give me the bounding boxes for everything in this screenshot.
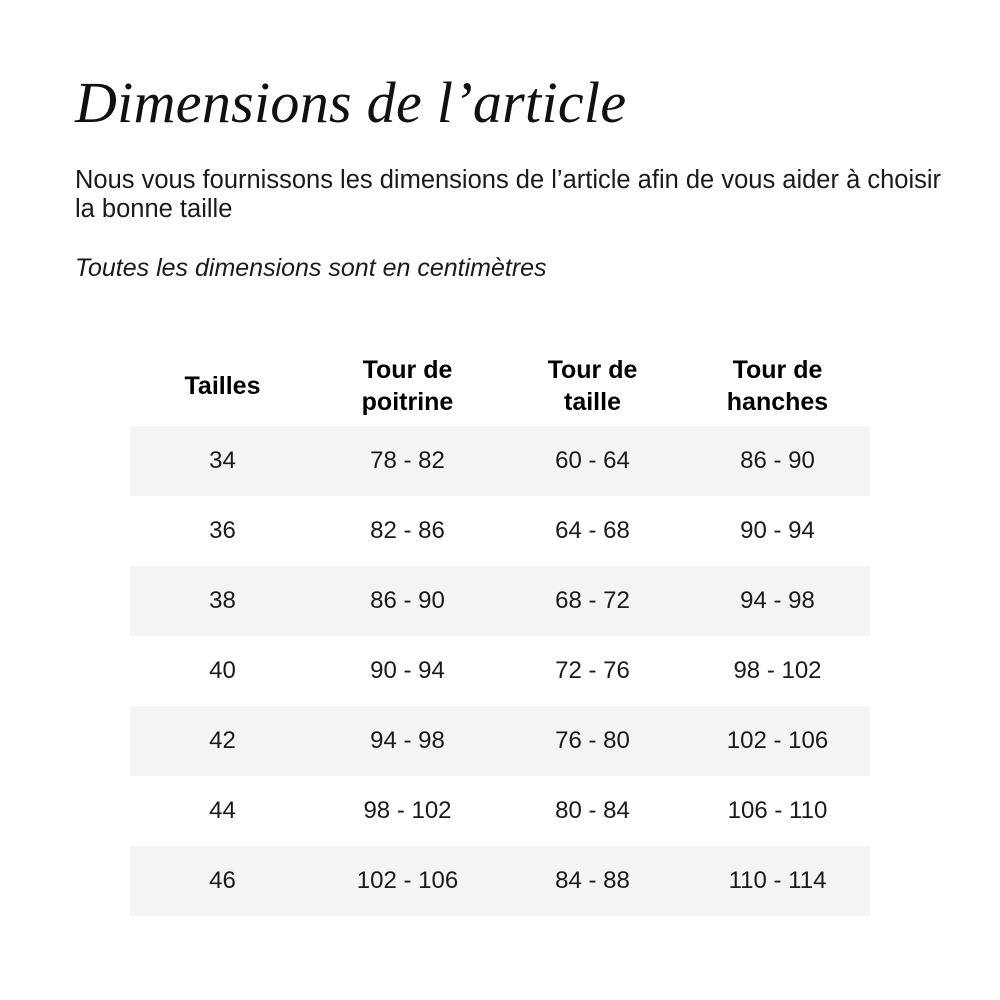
header-tailles-label: Tailles bbox=[184, 372, 261, 400]
header-taille-line1: Tour de bbox=[547, 356, 638, 384]
header-tour-de-poitrine bbox=[315, 346, 500, 426]
cell-taille: 38 bbox=[130, 566, 315, 636]
header-hanches-line1: Tour de bbox=[732, 356, 823, 384]
table-row bbox=[130, 706, 870, 776]
cell-poitrine: 78 - 82 bbox=[315, 426, 500, 496]
size-chart-body bbox=[130, 426, 870, 916]
table-row bbox=[130, 776, 870, 846]
cell-tour-de-taille: 80 - 84 bbox=[500, 776, 685, 846]
header-tour-de-taille bbox=[500, 346, 685, 426]
cell-tour-de-taille: 72 - 76 bbox=[500, 636, 685, 706]
header-row bbox=[130, 346, 870, 426]
cell-taille: 36 bbox=[130, 496, 315, 566]
cell-poitrine: 90 - 94 bbox=[315, 636, 500, 706]
size-chart-table bbox=[130, 346, 870, 916]
cell-poitrine: 86 - 90 bbox=[315, 566, 500, 636]
header-poitrine-line1: Tour de bbox=[362, 356, 453, 384]
cell-hanches: 98 - 102 bbox=[685, 636, 870, 706]
cell-hanches: 94 - 98 bbox=[685, 566, 870, 636]
cell-taille: 44 bbox=[130, 776, 315, 846]
cell-poitrine: 98 - 102 bbox=[315, 776, 500, 846]
table-row bbox=[130, 426, 870, 496]
cell-tour-de-taille: 64 - 68 bbox=[500, 496, 685, 566]
header-tour-de-hanches bbox=[685, 346, 870, 426]
intro-text: Nous vous fournissons les dimensions de l’article afin de vous aider à choisir la bonne taille bbox=[75, 166, 942, 223]
cell-poitrine: 82 - 86 bbox=[315, 496, 500, 566]
cell-hanches: 90 - 94 bbox=[685, 496, 870, 566]
table-row bbox=[130, 636, 870, 706]
page-title: Dimensions de l’article bbox=[75, 70, 627, 135]
header-tailles bbox=[130, 346, 315, 426]
table-row bbox=[130, 566, 870, 636]
header-taille-line2: taille bbox=[564, 388, 621, 416]
cell-taille: 42 bbox=[130, 706, 315, 776]
cell-hanches: 110 - 114 bbox=[685, 846, 870, 916]
header-poitrine-line2: poitrine bbox=[361, 388, 454, 416]
size-chart-header bbox=[130, 346, 870, 426]
cell-taille: 40 bbox=[130, 636, 315, 706]
cell-tour-de-taille: 76 - 80 bbox=[500, 706, 685, 776]
table-row bbox=[130, 846, 870, 916]
cell-tour-de-taille: 68 - 72 bbox=[500, 566, 685, 636]
cell-tour-de-taille: 84 - 88 bbox=[500, 846, 685, 916]
header-hanches-line2: hanches bbox=[726, 388, 829, 416]
units-note: Toutes les dimensions sont en centimètres bbox=[75, 254, 547, 282]
cell-poitrine: 102 - 106 bbox=[315, 846, 500, 916]
table-row bbox=[130, 496, 870, 566]
cell-poitrine: 94 - 98 bbox=[315, 706, 500, 776]
cell-taille: 46 bbox=[130, 846, 315, 916]
cell-taille: 34 bbox=[130, 426, 315, 496]
cell-tour-de-taille: 60 - 64 bbox=[500, 426, 685, 496]
cell-hanches: 102 - 106 bbox=[685, 706, 870, 776]
cell-hanches: 106 - 110 bbox=[685, 776, 870, 846]
cell-hanches: 86 - 90 bbox=[685, 426, 870, 496]
